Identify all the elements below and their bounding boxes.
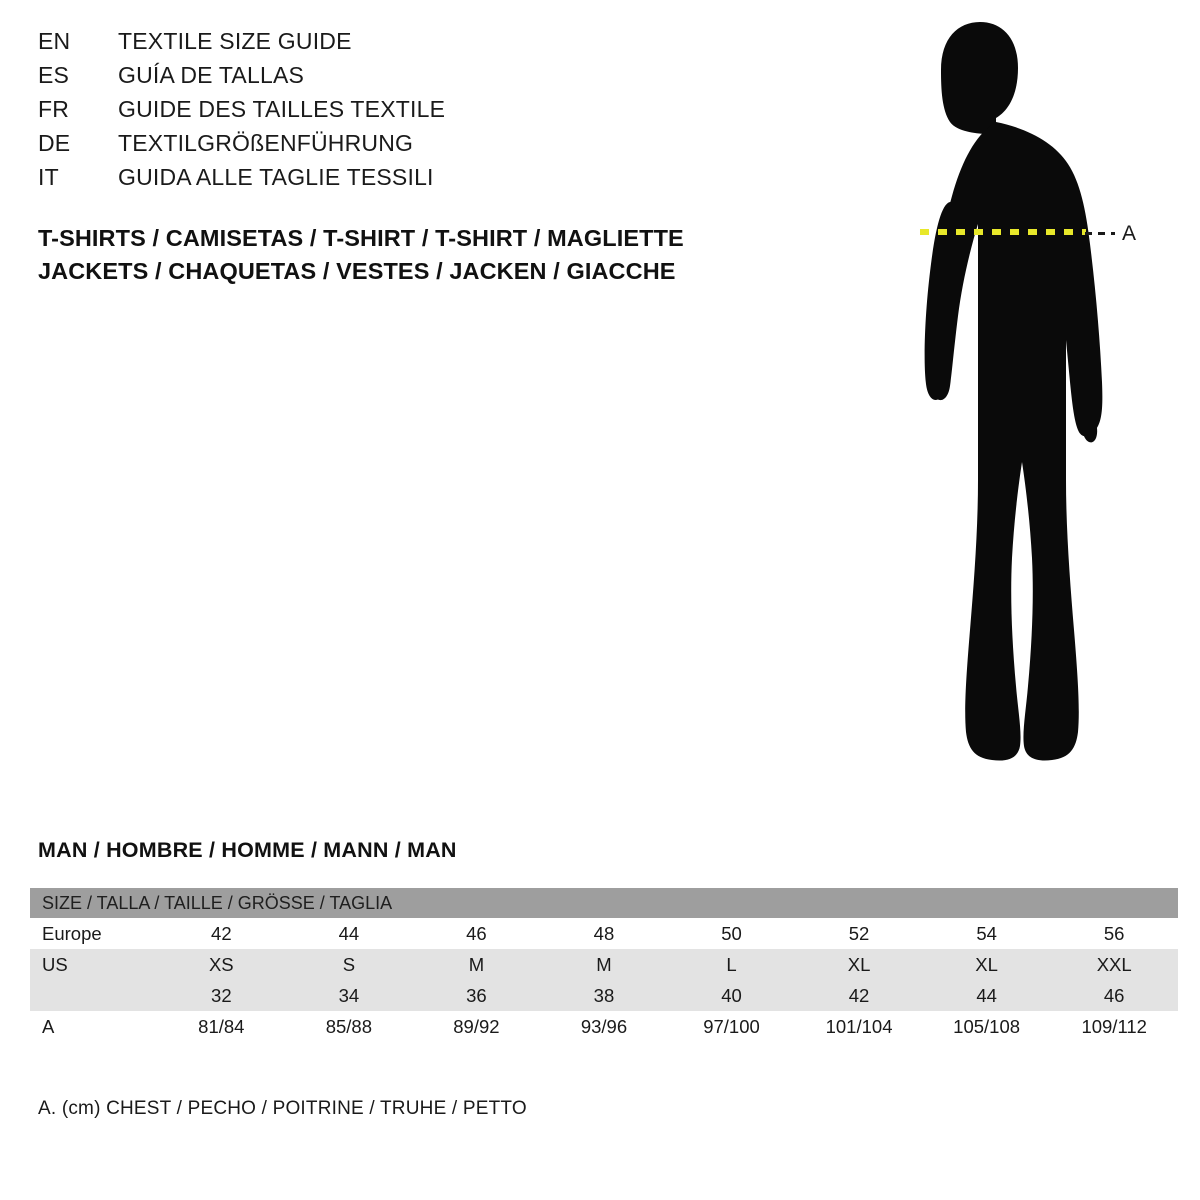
- cell-value: 48: [540, 918, 668, 949]
- language-title: GUIDA ALLE TAGLIE TESSILI: [118, 164, 434, 190]
- language-title: TEXTILGRÖßENFÜHRUNG: [118, 130, 414, 156]
- cell-value: 40: [668, 980, 796, 1011]
- cell-value: 52: [795, 918, 923, 949]
- row-label-europe: Europe: [30, 918, 158, 949]
- cell-value: 101/104: [795, 1011, 923, 1042]
- cell-value: 56: [1050, 918, 1178, 949]
- size-table: [30, 888, 1178, 1042]
- language-code: FR: [38, 96, 70, 122]
- cell-value: 89/92: [413, 1011, 541, 1042]
- footnote-chest-measure: A. (cm) CHEST / PECHO / POITRINE / TRUHE / PETTO: [38, 1098, 527, 1119]
- cell-value: 42: [158, 918, 286, 949]
- table-row: [30, 949, 1178, 980]
- table-row: [30, 918, 1178, 949]
- language-row: [38, 130, 758, 164]
- language-row: [38, 28, 758, 62]
- language-code: IT: [38, 164, 59, 190]
- cell-value: 46: [413, 918, 541, 949]
- language-title: GUIDE DES TAILLES TEXTILE: [118, 96, 446, 122]
- row-label-blank: [30, 980, 158, 1011]
- cell-value: M: [413, 949, 541, 980]
- cell-value: XL: [795, 949, 923, 980]
- cell-value: 32: [158, 980, 286, 1011]
- cell-value: 44: [923, 980, 1051, 1011]
- cell-value: S: [285, 949, 413, 980]
- row-label-a: A: [30, 1011, 158, 1042]
- table-row: [30, 980, 1178, 1011]
- cell-value: 54: [923, 918, 1051, 949]
- row-label-us: US: [30, 949, 158, 980]
- language-code: EN: [38, 28, 71, 54]
- cell-value: XS: [158, 949, 286, 980]
- language-title: TEXTILE SIZE GUIDE: [118, 28, 352, 54]
- language-code: DE: [38, 130, 71, 156]
- language-row: [38, 96, 758, 130]
- cell-value: 36: [413, 980, 541, 1011]
- male-silhouette-figure: [840, 10, 1180, 800]
- section-heading-man: MAN / HOMBRE / HOMME / MANN / MAN: [38, 838, 457, 862]
- cell-value: M: [540, 949, 668, 980]
- category-line-tshirts: T-SHIRTS / CAMISETAS / T-SHIRT / T-SHIRT / MAGLIETTE: [38, 225, 684, 251]
- table-header-row: [30, 888, 1178, 918]
- language-header-block: [38, 28, 758, 198]
- category-block: [38, 222, 798, 288]
- cell-value: XXL: [1050, 949, 1178, 980]
- language-row: [38, 62, 758, 96]
- cell-value: 34: [285, 980, 413, 1011]
- category-line-jackets: JACKETS / CHAQUETAS / VESTES / JACKEN / GIACCHE: [38, 258, 676, 284]
- cell-value: 85/88: [285, 1011, 413, 1042]
- measure-leader-line: [1085, 232, 1115, 235]
- cell-value: 105/108: [923, 1011, 1051, 1042]
- language-title: GUÍA DE TALLAS: [118, 62, 305, 88]
- measure-label-a: A: [1122, 222, 1137, 245]
- cell-value: 50: [668, 918, 796, 949]
- cell-value: XL: [923, 949, 1051, 980]
- cell-value: L: [668, 949, 796, 980]
- cell-value: 46: [1050, 980, 1178, 1011]
- cell-value: 81/84: [158, 1011, 286, 1042]
- language-code: ES: [38, 62, 70, 88]
- cell-value: 44: [285, 918, 413, 949]
- cell-value: 38: [540, 980, 668, 1011]
- cell-value: 93/96: [540, 1011, 668, 1042]
- table-header-label: SIZE / TALLA / TAILLE / GRÖSSE / TAGLIA: [30, 888, 1178, 918]
- table-row: [30, 1011, 1178, 1042]
- language-row: [38, 164, 758, 198]
- cell-value: 109/112: [1050, 1011, 1178, 1042]
- cell-value: 42: [795, 980, 923, 1011]
- cell-value: 97/100: [668, 1011, 796, 1042]
